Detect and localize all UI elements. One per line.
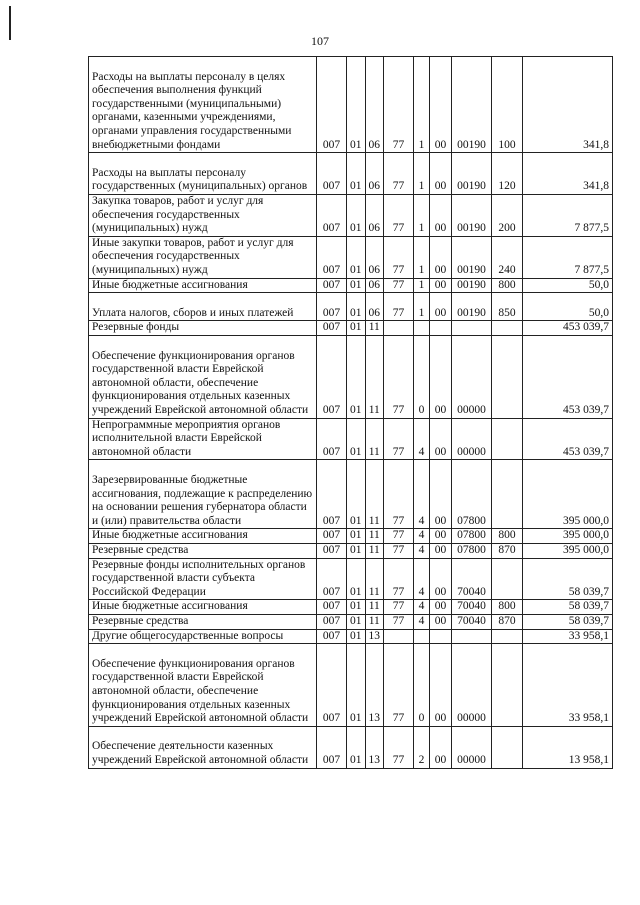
target-article-part1: 77 — [384, 614, 414, 629]
section-code: 01 — [347, 543, 366, 558]
section-code: 01 — [347, 293, 366, 321]
ved-code: 007 — [317, 194, 347, 236]
amount: 50,0 — [523, 278, 613, 293]
row-name: Иные закупки товаров, работ и услуг для обеспечения государственных (муниципальных) нужд — [89, 236, 317, 278]
amount: 453 039,7 — [523, 321, 613, 336]
target-article-part4: 00190 — [452, 153, 492, 195]
amount: 7 877,5 — [523, 194, 613, 236]
target-article-part4: 07800 — [452, 529, 492, 544]
amount: 341,8 — [523, 57, 613, 153]
row-name: Другие общегосударственные вопросы — [89, 629, 317, 644]
section-code: 01 — [347, 236, 366, 278]
row-name: Иные бюджетные ассигнования — [89, 600, 317, 615]
table-row — [89, 600, 613, 615]
row-name: Уплата налогов, сборов и иных платежей — [89, 293, 317, 321]
target-article-part3: 00 — [430, 293, 452, 321]
target-article-part3: 00 — [430, 418, 452, 460]
expense-type-code: 870 — [492, 543, 523, 558]
target-article-part2: 4 — [414, 614, 430, 629]
target-article-part3: 00 — [430, 460, 452, 529]
expense-type-code — [492, 726, 523, 768]
target-article-part1: 77 — [384, 543, 414, 558]
subsection-code: 13 — [365, 629, 384, 644]
table-row — [89, 558, 613, 600]
table-row — [89, 335, 613, 418]
target-article-part2: 4 — [414, 418, 430, 460]
target-article-part1 — [384, 629, 414, 644]
ved-code: 007 — [317, 529, 347, 544]
expense-type-code: 100 — [492, 57, 523, 153]
row-name: Резервные средства — [89, 543, 317, 558]
target-article-part3: 00 — [430, 236, 452, 278]
target-article-part1: 77 — [384, 278, 414, 293]
section-code: 01 — [347, 726, 366, 768]
expense-type-code — [492, 558, 523, 600]
section-code: 01 — [347, 57, 366, 153]
expense-type-code: 800 — [492, 529, 523, 544]
subsection-code: 11 — [365, 600, 384, 615]
section-code: 01 — [347, 278, 366, 293]
table-row — [89, 543, 613, 558]
target-article-part2: 1 — [414, 293, 430, 321]
target-article-part2: 1 — [414, 194, 430, 236]
table-row — [89, 153, 613, 195]
target-article-part3 — [430, 629, 452, 644]
subsection-code: 11 — [365, 558, 384, 600]
target-article-part3: 00 — [430, 153, 452, 195]
table-row — [89, 194, 613, 236]
section-code: 01 — [347, 321, 366, 336]
section-code: 01 — [347, 194, 366, 236]
amount: 453 039,7 — [523, 335, 613, 418]
row-name: Иные бюджетные ассигнования — [89, 529, 317, 544]
target-article-part4: 00190 — [452, 293, 492, 321]
ved-code: 007 — [317, 278, 347, 293]
target-article-part1: 77 — [384, 644, 414, 727]
amount: 13 958,1 — [523, 726, 613, 768]
subsection-code: 11 — [365, 614, 384, 629]
target-article-part1: 77 — [384, 194, 414, 236]
target-article-part1: 77 — [384, 335, 414, 418]
subsection-code: 11 — [365, 543, 384, 558]
target-article-part1: 77 — [384, 418, 414, 460]
target-article-part4: 07800 — [452, 543, 492, 558]
ved-code: 007 — [317, 543, 347, 558]
ved-code: 007 — [317, 600, 347, 615]
subsection-code: 13 — [365, 644, 384, 727]
subsection-code: 11 — [365, 335, 384, 418]
row-name: Обеспечение функционирования органов государственной власти Еврейской автономной области, обеспечение функционирования отдельных казенных учреждений Еврейской автономной области — [89, 335, 317, 418]
section-code: 01 — [347, 629, 366, 644]
subsection-code: 11 — [365, 529, 384, 544]
expense-type-code — [492, 644, 523, 727]
target-article-part2: 4 — [414, 558, 430, 600]
target-article-part1: 77 — [384, 726, 414, 768]
target-article-part2: 4 — [414, 543, 430, 558]
row-name: Зарезервированные бюджетные ассигнования, подлежащие к распределению на основании решения губернатора области и (или) правительства области — [89, 460, 317, 529]
target-article-part2: 1 — [414, 236, 430, 278]
target-article-part4: 00190 — [452, 194, 492, 236]
section-code: 01 — [347, 644, 366, 727]
target-article-part4: 70040 — [452, 558, 492, 600]
target-article-part1: 77 — [384, 293, 414, 321]
amount: 395 000,0 — [523, 529, 613, 544]
target-article-part1 — [384, 321, 414, 336]
row-name: Обеспечение деятельности казенных учреждений Еврейской автономной области — [89, 726, 317, 768]
row-name: Расходы на выплаты персоналу государственных (муниципальных) органов — [89, 153, 317, 195]
target-article-part3 — [430, 321, 452, 336]
target-article-part3: 00 — [430, 57, 452, 153]
target-article-part3: 00 — [430, 726, 452, 768]
amount: 33 958,1 — [523, 644, 613, 727]
ved-code: 007 — [317, 335, 347, 418]
target-article-part4: 00000 — [452, 418, 492, 460]
section-code: 01 — [347, 335, 366, 418]
expense-type-code: 200 — [492, 194, 523, 236]
ved-code: 007 — [317, 726, 347, 768]
target-article-part3: 00 — [430, 558, 452, 600]
subsection-code: 06 — [365, 236, 384, 278]
target-article-part2 — [414, 629, 430, 644]
target-article-part4: 00000 — [452, 644, 492, 727]
table-row — [89, 293, 613, 321]
table-row — [89, 726, 613, 768]
target-article-part3: 00 — [430, 614, 452, 629]
ved-code: 007 — [317, 629, 347, 644]
row-name: Расходы на выплаты персоналу в целях обеспечения выполнения функций государственными (муниципальными) органами, казенными учреждениями, органами управления государственными внебюджетными фондами — [89, 57, 317, 153]
target-article-part2: 0 — [414, 335, 430, 418]
ved-code: 007 — [317, 614, 347, 629]
section-code: 01 — [347, 418, 366, 460]
amount: 341,8 — [523, 153, 613, 195]
expense-type-code: 850 — [492, 293, 523, 321]
table-row — [89, 57, 613, 153]
amount: 58 039,7 — [523, 558, 613, 600]
ved-code: 007 — [317, 644, 347, 727]
section-code: 01 — [347, 153, 366, 195]
target-article-part2: 1 — [414, 57, 430, 153]
section-code: 01 — [347, 600, 366, 615]
ved-code: 007 — [317, 558, 347, 600]
ved-code: 007 — [317, 460, 347, 529]
target-article-part3: 00 — [430, 194, 452, 236]
table-row — [89, 629, 613, 644]
amount: 33 958,1 — [523, 629, 613, 644]
target-article-part1: 77 — [384, 236, 414, 278]
expense-type-code — [492, 335, 523, 418]
ved-code: 007 — [317, 293, 347, 321]
amount: 58 039,7 — [523, 600, 613, 615]
target-article-part1: 77 — [384, 460, 414, 529]
target-article-part4: 00000 — [452, 335, 492, 418]
subsection-code: 06 — [365, 57, 384, 153]
target-article-part4: 00190 — [452, 236, 492, 278]
expense-type-code: 800 — [492, 278, 523, 293]
table-row — [89, 418, 613, 460]
target-article-part2: 4 — [414, 529, 430, 544]
expense-type-code — [492, 629, 523, 644]
subsection-code: 11 — [365, 321, 384, 336]
section-code: 01 — [347, 558, 366, 600]
target-article-part4: 70040 — [452, 614, 492, 629]
subsection-code: 11 — [365, 460, 384, 529]
subsection-code: 06 — [365, 293, 384, 321]
subsection-code: 11 — [365, 418, 384, 460]
ved-code: 007 — [317, 57, 347, 153]
table-row — [89, 460, 613, 529]
row-name: Непрограммные мероприятия органов исполнительной власти Еврейской автономной области — [89, 418, 317, 460]
ved-code: 007 — [317, 236, 347, 278]
ved-code: 007 — [317, 418, 347, 460]
expense-type-code: 870 — [492, 614, 523, 629]
expense-type-code — [492, 418, 523, 460]
table-row — [89, 529, 613, 544]
row-name: Резервные фонды — [89, 321, 317, 336]
table-row — [89, 644, 613, 727]
target-article-part1: 77 — [384, 153, 414, 195]
target-article-part4: 07800 — [452, 460, 492, 529]
target-article-part1: 77 — [384, 57, 414, 153]
target-article-part4: 70040 — [452, 600, 492, 615]
target-article-part4: 00190 — [452, 278, 492, 293]
ved-code: 007 — [317, 321, 347, 336]
amount: 50,0 — [523, 293, 613, 321]
table-row — [89, 278, 613, 293]
target-article-part2: 4 — [414, 460, 430, 529]
target-article-part1: 77 — [384, 529, 414, 544]
expense-type-code: 120 — [492, 153, 523, 195]
table-row — [89, 236, 613, 278]
amount: 7 877,5 — [523, 236, 613, 278]
subsection-code: 06 — [365, 278, 384, 293]
amount: 395 000,0 — [523, 460, 613, 529]
expense-type-code: 800 — [492, 600, 523, 615]
amount: 395 000,0 — [523, 543, 613, 558]
section-code: 01 — [347, 460, 366, 529]
target-article-part1: 77 — [384, 558, 414, 600]
subsection-code: 06 — [365, 153, 384, 195]
section-code: 01 — [347, 614, 366, 629]
amount: 453 039,7 — [523, 418, 613, 460]
target-article-part2: 4 — [414, 600, 430, 615]
target-article-part3: 00 — [430, 529, 452, 544]
target-article-part1: 77 — [384, 600, 414, 615]
subsection-code: 06 — [365, 194, 384, 236]
target-article-part4: 00190 — [452, 57, 492, 153]
target-article-part3: 00 — [430, 644, 452, 727]
budget-table — [88, 56, 613, 769]
row-name: Резервные фонды исполнительных органов государственной власти субъекта Российской Федерации — [89, 558, 317, 600]
target-article-part3: 00 — [430, 335, 452, 418]
table-row — [89, 321, 613, 336]
target-article-part4 — [452, 629, 492, 644]
row-name: Обеспечение функционирования органов государственной власти Еврейской автономной области, обеспечение функционирования отдельных казенных учреждений Еврейской автономной области — [89, 644, 317, 727]
target-article-part3: 00 — [430, 600, 452, 615]
target-article-part2: 1 — [414, 278, 430, 293]
subsection-code: 13 — [365, 726, 384, 768]
ved-code: 007 — [317, 153, 347, 195]
table-row — [89, 614, 613, 629]
page-number: 107 — [311, 34, 329, 48]
target-article-part2: 1 — [414, 153, 430, 195]
budget-table-body — [89, 57, 613, 769]
target-article-part3: 00 — [430, 278, 452, 293]
row-name: Резервные средства — [89, 614, 317, 629]
amount: 58 039,7 — [523, 614, 613, 629]
section-code: 01 — [347, 529, 366, 544]
target-article-part2: 0 — [414, 644, 430, 727]
expense-type-code — [492, 321, 523, 336]
row-name: Закупка товаров, работ и услуг для обеспечения государственных (муниципальных) нужд — [89, 194, 317, 236]
target-article-part4 — [452, 321, 492, 336]
target-article-part3: 00 — [430, 543, 452, 558]
row-name: Иные бюджетные ассигнования — [89, 278, 317, 293]
expense-type-code: 240 — [492, 236, 523, 278]
target-article-part4: 00000 — [452, 726, 492, 768]
target-article-part2: 2 — [414, 726, 430, 768]
expense-type-code — [492, 460, 523, 529]
target-article-part2 — [414, 321, 430, 336]
